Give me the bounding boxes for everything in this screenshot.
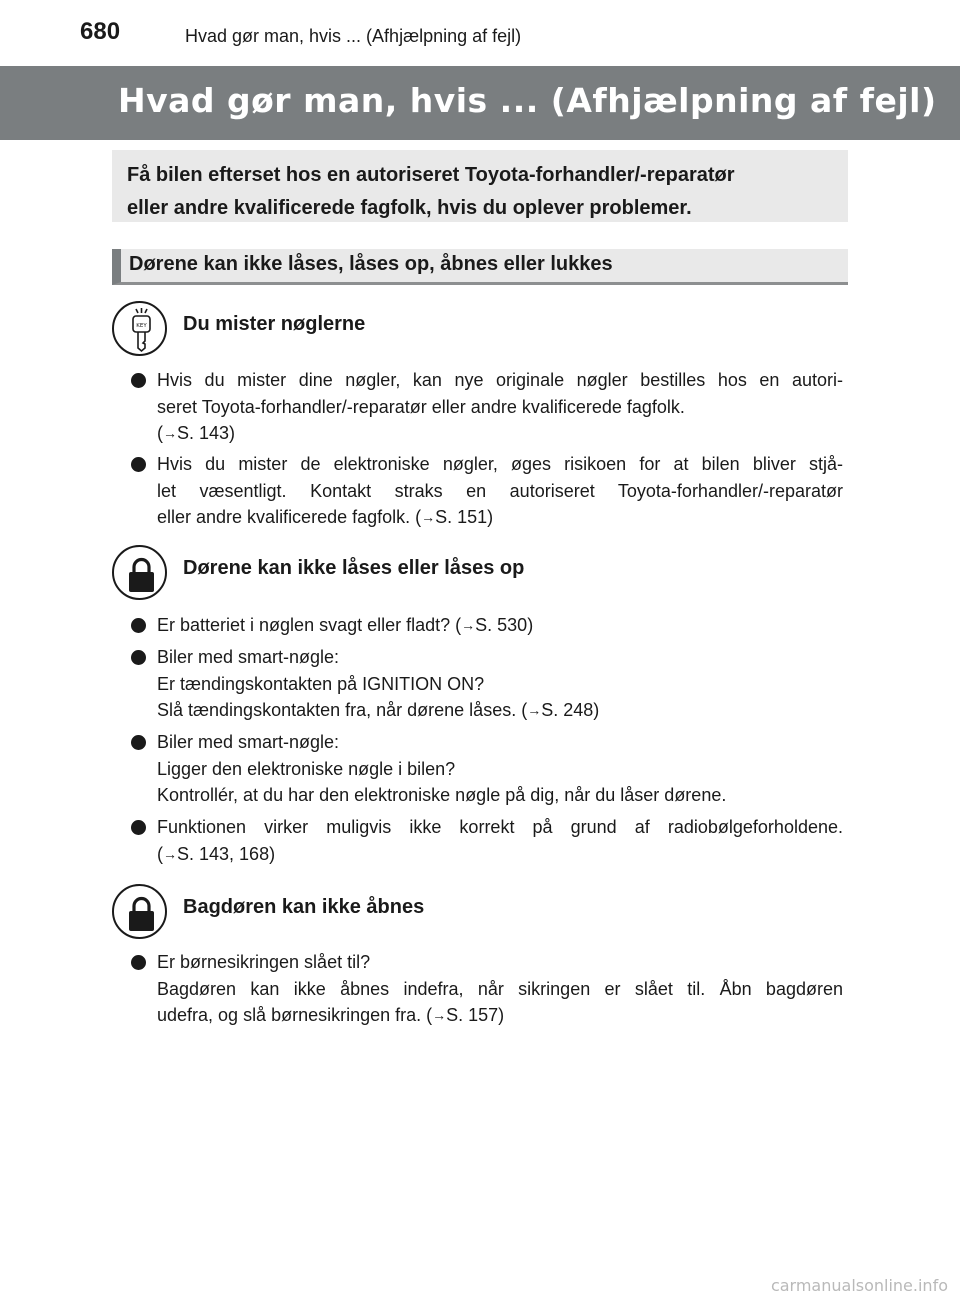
- arrow-right-icon: →: [163, 845, 177, 862]
- list-item: [127, 729, 843, 809]
- list-item: [127, 949, 843, 1030]
- bullet-dot: [131, 650, 146, 665]
- bullet-line: Er børnesikringen slået til?: [157, 952, 371, 972]
- subsection-heading-rear-door: [112, 884, 848, 944]
- bullet-line: seret Toyota-forhandler/-reparatør eller andre kvalificerede fagfolk.: [157, 396, 685, 417]
- arrow-right-icon: →: [432, 1007, 447, 1023]
- subsection-heading-lock-unlock: [112, 545, 848, 605]
- bullet-line: Kontrollér, at du har den elektroniske nøgle på dig, når du låser dørene.: [157, 785, 727, 805]
- page-reference: Er batteriet i nøglen svagt eller fladt? (→S. 530): [157, 615, 534, 635]
- arrow-right-icon: →: [461, 617, 476, 633]
- intro-line-1: Få bilen efterset hos en autoriseret Toyota-forhandler/-reparatør: [127, 164, 735, 186]
- bullet-dot: [131, 618, 146, 633]
- title-band: [0, 66, 960, 140]
- list-item: [127, 814, 843, 868]
- subsection-heading-lost-keys: [112, 301, 848, 361]
- page-number: 680: [80, 18, 121, 45]
- bullet-line: Biler med smart-nøgle:: [157, 647, 340, 667]
- page-title: Hvad gør man, hvis ... (Afhjælpning af fejl): [118, 81, 937, 120]
- list-item: [127, 612, 843, 640]
- page-reference: Slå tændingskontakten fra, når dørene låses. (→S. 248): [157, 700, 600, 720]
- bullet-dot: [131, 457, 146, 472]
- subsection-title: Du mister nøglerne: [183, 313, 366, 335]
- bullet-line: Biler med smart-nøgle:: [157, 732, 340, 752]
- bullet-line: Bagdøren kan ikke åbnes indefra, når sikringen er slået til. Åbn bagdøren: [157, 978, 843, 999]
- subsection-title: Dørene kan ikke låses eller låses op: [183, 557, 525, 579]
- bullet-line: Hvis du mister dine nøgler, kan nye originale nøgler bestilles hos en autori-: [157, 370, 843, 390]
- bullet-dot: [131, 373, 146, 388]
- list-item: [127, 451, 843, 532]
- bullet-line: Ligger den elektroniske nøgle i bilen?: [157, 758, 456, 779]
- key-icon: [112, 301, 167, 356]
- subsection-title: Bagdøren kan ikke åbnes: [183, 896, 425, 918]
- watermark: carmanualsonline.info: [770, 1276, 948, 1295]
- page-reference: udefra, og slå børnesikringen fra. (→S. 157): [157, 1005, 505, 1025]
- bullet-dot: [131, 735, 146, 750]
- page-reference: (→S. 143, 168): [157, 843, 276, 864]
- running-header: [0, 0, 960, 58]
- arrow-right-icon: →: [421, 509, 436, 525]
- list-item: [127, 367, 843, 448]
- bullet-line: Er tændingskontakten på IGNITION ON?: [157, 673, 485, 694]
- bullet-line: let væsentligt. Kontakt straks en autoriseret Toyota-forhandler/-reparatør: [157, 480, 843, 501]
- lock-icon: [112, 545, 167, 600]
- bullet-dot: [131, 955, 146, 970]
- bullet-dot: [131, 820, 146, 835]
- bullet-line: Funktionen virker muligvis ikke korrekt på grund af radiobølgeforholdene.: [157, 817, 843, 837]
- section-heading: Dørene kan ikke låses, låses op, åbnes eller lukkes: [112, 249, 848, 285]
- arrow-right-icon: →: [527, 702, 542, 718]
- page-reference: eller andre kvalificerede fagfolk. (→S. 151): [157, 507, 494, 527]
- intro-line-2: eller andre kvalificerede fagfolk, hvis du oplever problemer.: [127, 197, 692, 219]
- running-title: Hvad gør man, hvis ... (Afhjælpning af fejl): [185, 26, 522, 46]
- page-reference: (→S. 143): [157, 423, 236, 443]
- list-item: [127, 644, 843, 725]
- arrow-right-icon: →: [163, 425, 177, 441]
- intro-box: [112, 150, 848, 222]
- lock-icon: [112, 884, 167, 939]
- bullet-line: Hvis du mister de elektroniske nøgler, øges risikoen for at bilen bliver stjå-: [157, 454, 843, 474]
- svg-text:KEY: KEY: [136, 323, 147, 329]
